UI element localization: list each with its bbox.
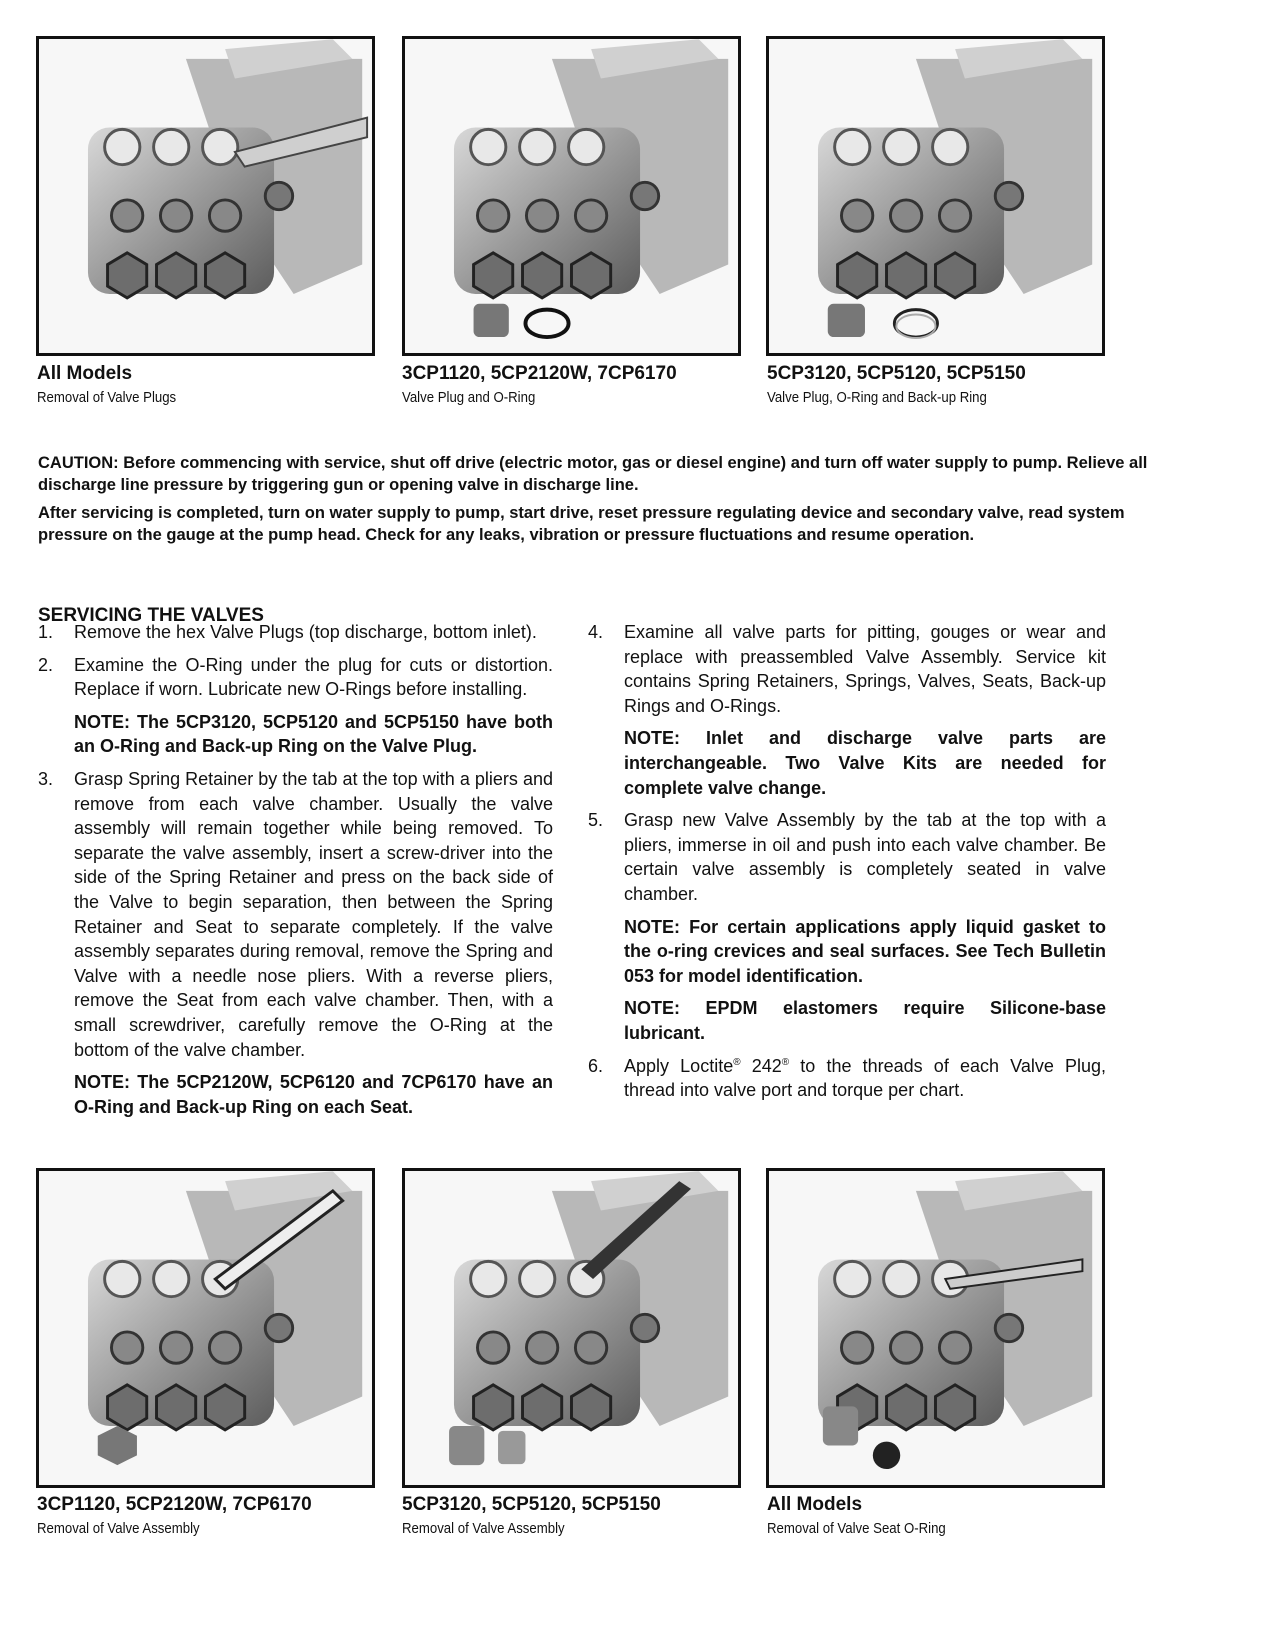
step-number: 3. [38,768,54,789]
caption-top-2 [402,363,677,408]
caption-subtitle: Valve Plug, O-Ring and Back-up Ring [767,389,987,406]
photo-valve-plug-oring [402,36,741,356]
step-text: Examine all valve parts for pitting, gouges or wear and replace with preassembled Valve Assembly. Service kit contains Spring Retainers, Springs, Valves, Seats, Back-up Rings and O-Rings. [624,622,1106,716]
step-number: 6. [588,1055,604,1076]
step-number: 1. [38,622,54,642]
caption-bottom-1 [37,1494,312,1539]
caption-subtitle: Removal of Valve Assembly [37,1520,200,1537]
steps-right-column [588,620,1106,1111]
caption-subtitle: Valve Plug and O-Ring [402,389,536,406]
registered-mark: ® [781,1056,790,1068]
caption-subtitle: Removal of Valve Seat O-Ring [767,1520,946,1537]
caption-title: 3CP1120, 5CP2120W, 7CP6170 [402,363,677,384]
caption-title: All Models [37,363,133,384]
pump-plug-oring-photo [405,39,738,353]
caption-title: 5CP3120, 5CP5120, 5CP5150 [767,363,1026,384]
note-liquid-gasket: NOTE: For certain applications apply liquid gasket to the o-ring crevices and seal surfaces. See Tech Bulletin 053 for model identification. [624,916,1106,986]
step-number: 2. [38,654,54,675]
registered-mark: ® [733,1056,741,1068]
step-4 [588,620,1106,718]
pump-screwdriver-photo [39,1171,372,1485]
note-interchangeable: NOTE: Inlet and discharge valve parts are interchangeable. Two Valve Kits are needed for complete valve change. [624,728,1106,798]
step-3 [38,767,553,1062]
step-number: 4. [588,622,604,642]
pump-wrench-photo [39,39,372,353]
pump-screwdriver-photo [405,1171,738,1485]
caption-title: 5CP3120, 5CP5120, 5CP5150 [402,1494,661,1515]
step-text: Grasp new Valve Assembly by the tab at the top with a pliers, immerse in oil and push into each valve chamber. Be certain valve assembly is completely seated in valve chamber. [624,810,1106,904]
step-6 [588,1054,1106,1103]
note-seat-rings: NOTE: The 5CP2120W, 5CP6120 and 7CP6170 have an O-Ring and Back-up Ring on each Seat. [74,1072,553,1117]
step-2 [38,653,553,702]
section-title: SERVICING THE VALVES [38,605,264,626]
note-epdm: NOTE: EPDM elastomers require Silicone-base lubricant. [624,998,1106,1043]
note-backup-ring: NOTE: The 5CP3120, 5CP5120 and 5CP5150 have both an O-Ring and Back-up Ring on the Valve Plug. [74,711,553,757]
step-text-part: to the threads of each Valve Plug, thread into valve port and torque per chart. [624,1055,1107,1101]
step-text-part: Apply Loctite [624,1055,734,1076]
step-1 [38,620,553,645]
step-text-part: 242 [740,1055,782,1076]
caption-top-1 [37,363,195,408]
caption-title: All Models [767,1494,863,1515]
caption-bottom-2 [402,1494,661,1539]
caption-bottom-3 [767,1494,970,1539]
after-service-paragraph: After servicing is completed, turn on water supply to pump, start drive, reset pressure regulating device and secondary valve, read system pressure on the gauge at the pump head. Check for any leaks, vibration or pressure fluctuations and resume operation. [38,504,1125,544]
steps-left-column [38,620,553,1127]
caption-title: 3CP1120, 5CP2120W, 7CP6170 [37,1494,312,1515]
photo-seat-oring-removal [766,1168,1105,1488]
pump-plug-backup-photo [769,39,1102,353]
caption-subtitle: Removal of Valve Plugs [37,389,177,406]
caption-top-3 [767,363,1026,408]
caution-paragraph: CAUTION: Before commencing with service, shut off drive (electric motor, gas or diesel engine) and turn off water supply to pump. Relieve all discharge line pressure by triggering gun or opening valve in discharge line. [38,454,1148,494]
pump-oring-removal-photo [769,1171,1102,1485]
step-text: Examine the O-Ring under the plug for cuts or distortion. Replace if worn. Lubricate new O-Rings before installing. [74,654,553,700]
photo-valve-assembly-removal-2 [402,1168,741,1488]
step-5 [588,808,1106,906]
step-text: Remove the hex Valve Plugs (top discharge, bottom inlet). [74,622,537,642]
photo-valve-assembly-removal-1 [36,1168,375,1488]
step-text: Grasp Spring Retainer by the tab at the top with a pliers and remove from each valve chamber. Usually the valve assembly will remain together while being removed. To separate the valve assembly, insert a screw-driver into the side of the Spring Retainer and press on the back side of the Valve to begin separation, then between the Spring Retainer and Seat to separate completely. If the valve assembly separates during removal, remove the Spring and Valve with a needle nose pliers. With a reverse pliers, remove the Seat from each valve chamber. Then, with a small screwdriver, carefully remove the O-Ring at the bottom of the valve chamber. [74,768,553,1060]
caption-subtitle: Removal of Valve Assembly [402,1520,565,1537]
photo-valve-plug-backup-ring [766,36,1105,356]
photo-valve-plug-removal [36,36,375,356]
step-number: 5. [588,810,604,831]
step-text [624,1054,1106,1103]
